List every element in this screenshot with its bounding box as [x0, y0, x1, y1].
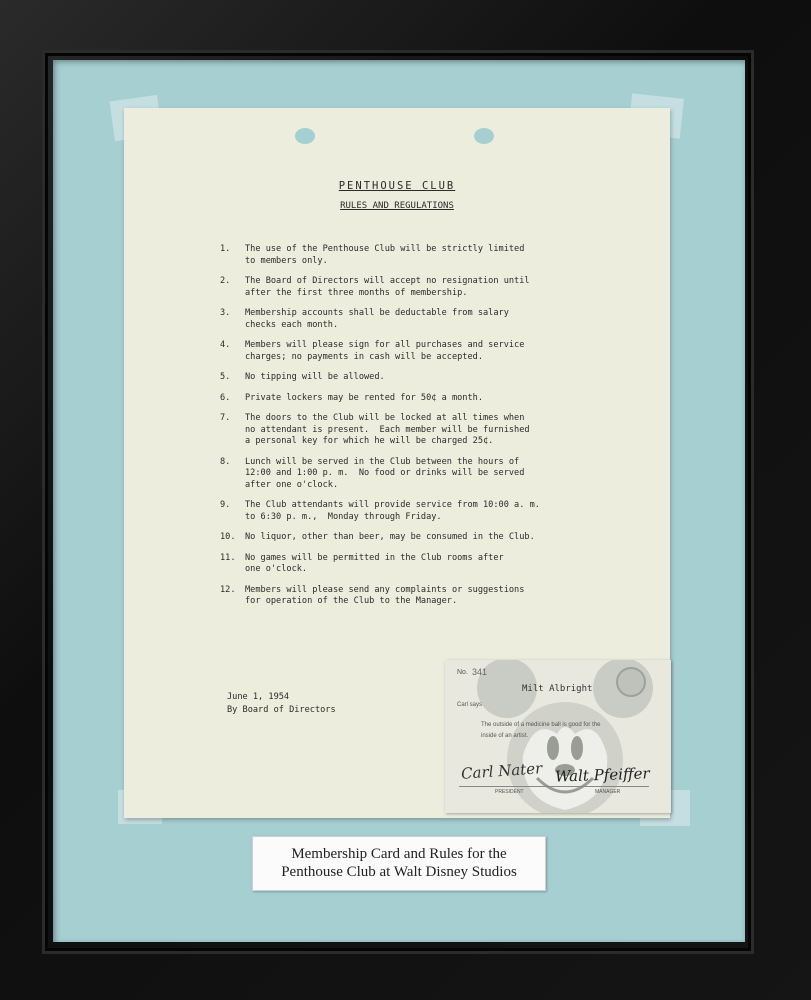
card-number: 341: [472, 667, 488, 677]
rule-number: 7.: [220, 413, 231, 423]
rule-text-line: No tipping will be allowed.: [245, 372, 385, 382]
description-plaque: [252, 836, 546, 891]
signature-president: Carl Nater: [460, 759, 543, 783]
plaque-line-2: Penthouse Club at Walt Disney Studios: [281, 864, 517, 880]
membership-card: [445, 660, 671, 813]
rule-number: 8.: [220, 456, 231, 467]
rule-number: 11.: [220, 552, 236, 563]
rule-item: [220, 585, 630, 608]
rule-number: 5.: [220, 372, 231, 382]
rule-text-line: No liquor, other than beer, may be consumed in the Club.: [245, 532, 535, 542]
rule-text-line: checks each month.: [245, 319, 339, 330]
rule-text-line: The use of the Penthouse Club will be strictly limited: [245, 244, 525, 254]
rule-text-line: The Board of Directors will accept no resignation until: [245, 276, 530, 286]
rule-text-line: The Club attendants will provide service from 10:00 a. m.: [245, 500, 540, 510]
card-quote-line2: inside of an artist.: [481, 733, 529, 739]
punch-hole: [295, 128, 315, 144]
rule-text-line: to members only.: [245, 255, 328, 266]
rule-item: [220, 372, 630, 384]
document-subtitle: RULES AND REGULATIONS: [340, 201, 454, 211]
rule-text-line: no attendant is present. Each member will be furnished: [245, 424, 530, 435]
rule-item: [220, 457, 630, 492]
card-says-label: Carl says: [457, 702, 483, 708]
rule-number: 10.: [220, 532, 236, 542]
rule-text-line: Membership accounts shall be deductable from salary: [245, 308, 509, 318]
rule-number: 3.: [220, 308, 231, 318]
mickey-mouse-icon: [445, 660, 671, 813]
rule-number: 4.: [220, 340, 231, 350]
rule-number: 9.: [220, 500, 231, 510]
card-manager-label: MANAGER: [595, 789, 621, 795]
rule-text-line: after the first three months of membership.: [245, 287, 468, 298]
card-president-label: PRESIDENT: [495, 789, 524, 795]
card-number-label: No.: [457, 669, 468, 676]
rule-number: 2.: [220, 276, 231, 286]
rule-item: [220, 244, 630, 267]
rule-text-line: Members will please sign for all purchases and service: [245, 340, 525, 350]
card-quote-line1: The outside of a medicine ball is good for the: [481, 722, 601, 728]
document-signed-by: By Board of Directors: [227, 705, 336, 715]
rule-text-line: to 6:30 p. m., Monday through Friday.: [245, 511, 442, 522]
rule-item: [220, 340, 630, 363]
rule-text-line: for operation of the Club to the Manager.: [245, 596, 458, 606]
rule-number: 6.: [220, 392, 231, 403]
rule-item: [220, 276, 630, 299]
document-date: June 1, 1954: [227, 692, 290, 702]
rule-number: 12.: [220, 584, 236, 595]
signature-line: [459, 786, 649, 787]
rule-item: [220, 500, 630, 523]
rule-item: [220, 393, 630, 405]
rule-text-line: a personal key for which he will be charged 25¢.: [245, 436, 494, 446]
rule-item: [220, 413, 630, 448]
punch-hole: [474, 128, 494, 144]
rule-text-line: The doors to the Club will be locked at all times when: [245, 413, 525, 423]
rules-list: [220, 244, 630, 608]
rule-text-line: after one o'clock.: [245, 479, 339, 490]
rule-text-line: Private lockers may be rented for 50¢ a month.: [245, 392, 483, 403]
document-title: PENTHOUSE CLUB: [338, 180, 456, 192]
rule-text-line: 12:00 and 1:00 p. m. No food or drinks will be served: [245, 468, 525, 478]
rule-text-line: charges; no payments in cash will be accepted.: [245, 351, 483, 362]
plaque-line-1: Membership Card and Rules for the: [291, 846, 507, 862]
rule-number: 1.: [220, 244, 231, 254]
rule-text-line: Lunch will be served in the Club between the hours of: [245, 456, 520, 467]
rule-item: [220, 553, 630, 576]
rule-text-line: Members will please send any complaints or suggestions: [245, 584, 525, 595]
rule-text-line: one o'clock.: [245, 564, 308, 574]
card-member-name: Milt Albright: [522, 684, 593, 694]
rule-item: [220, 532, 630, 544]
signature-manager: Walt Pfeiffer: [554, 764, 650, 786]
rule-text-line: No games will be permitted in the Club rooms after: [245, 552, 504, 563]
rule-item: [220, 308, 630, 331]
